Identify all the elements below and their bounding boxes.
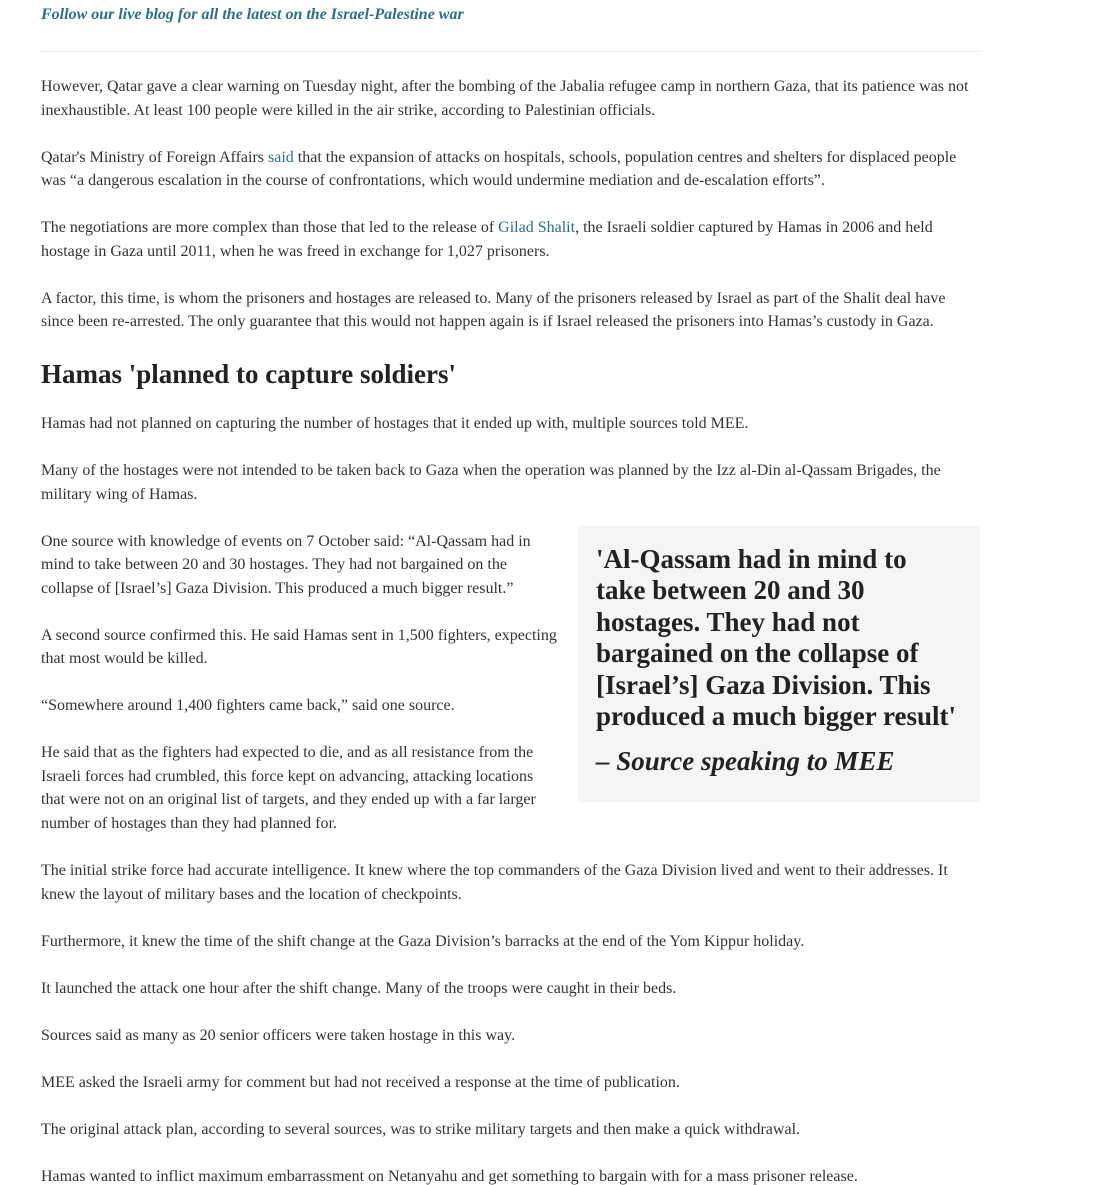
paragraph: The original attack plan, according to several sources, was to strike military targets and then make a quick withdrawal. [41, 1120, 801, 1138]
paragraph: Sources said as many as 20 senior officers were taken hostage in this way. [41, 1026, 516, 1044]
paragraph: MEE asked the Israeli army for comment but had not received a response at the time of publication. [41, 1073, 680, 1091]
paragraph-text: that the expansion of attacks on hospitals, schools, population centres and shelters for displaced people was “a dangerous escalation in the course of confrontations, which would undermine mediation and de-escalation efforts”. [41, 148, 957, 189]
paragraph: A second source confirmed this. He said Hamas sent in 1,500 fighters, expecting that most would be killed. [41, 626, 557, 667]
paragraph: One source with knowledge of events on 7 October said: “Al-Qassam had in mind to take between 20 and 30 hostages. They had not bargained on the collapse of [Israel’s] Gaza Division. This produced a much bigger result.” [41, 532, 531, 597]
pull-quote-section [41, 530, 980, 836]
paragraph: The initial strike force had accurate intelligence. It knew where the top commanders of the Gaza Division lived and went to their addresses. It knew the layout of military bases and the location of checkpoints. [41, 862, 948, 903]
bottom-paragraphs [41, 859, 980, 1185]
paragraph: “Somewhere around 1,400 fighters came back,” said one source. [41, 697, 455, 714]
paragraph: He said that as the fighters had expected to die, and as all resistance from the Israeli forces had crumbled, this force kept on advancing, attacking locations that were not on an original list of targets, and they ended up with a far larger number of hostages than they had planned for. [41, 744, 536, 832]
article-body [41, 0, 980, 1185]
divider [41, 51, 980, 52]
gilad-shalit-link[interactable]: Gilad Shalit [498, 219, 576, 236]
paragraph: Hamas had not planned on capturing the number of hostages that it ended up with, multiple sources told MEE. [41, 415, 749, 432]
paragraph-qatar-ministry [41, 146, 980, 193]
paragraph-text: The negotiations are more complex than those that led to the release of [41, 219, 499, 236]
paragraph: Many of the hostages were not intended to be taken back to Gaza when the operation was planned by the Izz al-Din al-Qassam Brigades, the military wing of Hamas. [41, 462, 941, 503]
pull-quote-attribution: – Source speaking to MEE [596, 745, 895, 776]
paragraph: Furthermore, it knew the time of the shift change at the Gaza Division’s barracks at the end of the Yom Kippur holiday. [41, 932, 805, 950]
paragraph: Hamas wanted to inflict maximum embarrassment on Netanyahu and get something to bargain with for a mass prisoner release. [41, 1167, 858, 1185]
pull-quote [578, 526, 980, 802]
section-heading: Hamas 'planned to capture soldiers' [41, 358, 457, 389]
paragraph: It launched the attack one hour after the shift change. Many of the troops were caught in their beds. [41, 979, 677, 997]
paragraph-text: , the Israeli soldier captured by Hamas in 2006 and held hostage in Gaza until 2011, when he was freed in exchange for 1,027 prisoners. [41, 219, 933, 260]
left-column [41, 530, 561, 836]
paragraph-qatar-warning: However, Qatar gave a clear warning on Tuesday night, after the bombing of the Jabalia refugee camp in northern Gaza, that its patience was not inexhaustible. At least 100 people were killed in the air strike, according to Palestinian officials. [41, 78, 969, 119]
paragraph-factor: A factor, this time, is whom the prisoners and hostages are released to. Many of the prisoners released by Israel as part of the Shalit deal have since been re-arrested. The only guarantee that this would not happen again is if Israel released the prisoners into Hamas’s custody in Gaza. [41, 289, 946, 330]
paragraph-negotiations [41, 216, 980, 263]
paragraph-text: Qatar's Ministry of Foreign Affairs [41, 148, 268, 166]
live-blog-link[interactable]: Follow our live blog for all the latest on the Israel-Palestine war [41, 6, 464, 23]
pull-quote-text: 'Al-Qassam had in mind to take between 20 and 30 hostages. They had not bargained on the collapse of [Israel’s] Gaza Division. This produced a much bigger result' [596, 543, 957, 731]
said-link[interactable]: said [268, 148, 294, 166]
